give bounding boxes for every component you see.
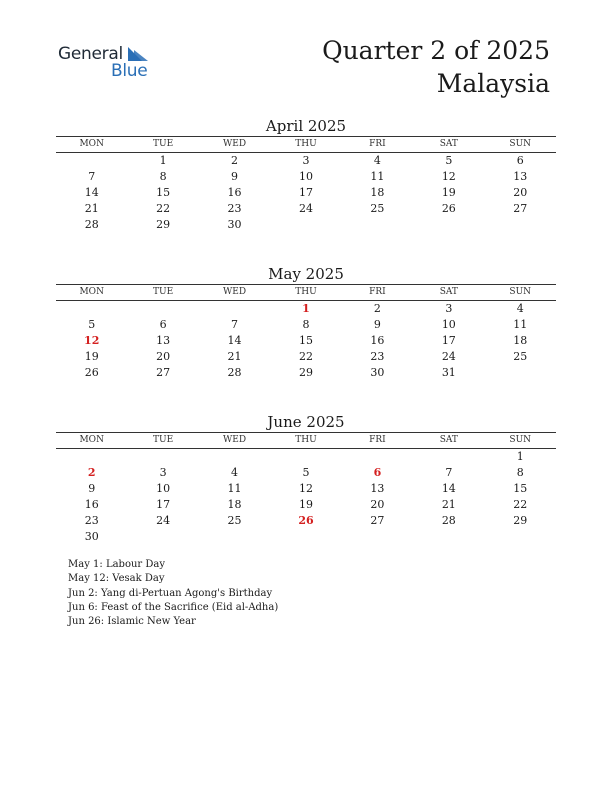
- day-cell: 26: [84, 366, 99, 379]
- weekday-label: THU: [295, 139, 317, 149]
- holiday-note: Jun 26: Islamic New Year: [68, 616, 196, 628]
- week-row: [56, 349, 556, 365]
- month-calendar: [56, 412, 556, 545]
- month-title: April 2025: [265, 117, 347, 135]
- day-cell: 28: [441, 514, 456, 527]
- day-cell: 30: [84, 530, 99, 543]
- day-cell: 14: [441, 482, 456, 495]
- day-cell: 7: [88, 170, 96, 183]
- week-row: [56, 185, 556, 201]
- weekday-label: SAT: [439, 435, 458, 445]
- day-cell: 5: [445, 154, 453, 167]
- day-cell: [270, 217, 341, 233]
- day-cell: [485, 217, 556, 233]
- weekday-label: TUE: [153, 139, 174, 149]
- day-cell: 23: [370, 350, 385, 363]
- day-cell: [199, 449, 270, 465]
- day-cell: 26: [441, 202, 456, 215]
- day-cell: 25: [370, 202, 385, 215]
- holiday-note: Jun 6: Feast of the Sacrifice (Eid al-Adha): [68, 601, 279, 613]
- day-cell: 2: [231, 154, 239, 167]
- day-cell: 20: [156, 350, 171, 363]
- week-row: [56, 153, 556, 169]
- day-cell: 15: [156, 186, 171, 199]
- day-cell: 10: [298, 170, 313, 183]
- weekday-label: SAT: [439, 139, 458, 149]
- month-calendar: [56, 116, 556, 233]
- holiday-notes: [68, 558, 278, 629]
- weekday-label: SUN: [509, 287, 532, 297]
- day-cell: [56, 301, 127, 317]
- weekday-label: WED: [223, 435, 247, 445]
- day-cell: 12: [298, 482, 313, 495]
- day-cell: [270, 449, 341, 465]
- week-row: [56, 449, 556, 465]
- day-cell: 9: [373, 318, 381, 331]
- day-cell: 1: [159, 154, 167, 167]
- day-cell: 24: [441, 350, 456, 363]
- day-cell: 6: [159, 318, 167, 331]
- day-cell: 28: [84, 218, 99, 231]
- holiday-day-cell: 12: [84, 334, 100, 347]
- logo-word-general: General: [58, 44, 123, 64]
- day-cell: 18: [227, 498, 242, 511]
- day-cell: 9: [88, 482, 96, 495]
- day-cell: 29: [298, 366, 313, 379]
- day-cell: 17: [441, 334, 456, 347]
- day-cell: 12: [441, 170, 456, 183]
- day-cell: [342, 449, 413, 465]
- day-cell: 27: [156, 366, 171, 379]
- day-cell: 25: [227, 514, 242, 527]
- weekday-label: FRI: [369, 287, 386, 297]
- day-cell: 28: [227, 366, 242, 379]
- weekday-label: THU: [295, 435, 317, 445]
- day-cell: [270, 529, 341, 545]
- day-cell: [413, 217, 484, 233]
- week-row: [56, 333, 556, 349]
- week-row: [56, 201, 556, 217]
- day-cell: 21: [227, 350, 242, 363]
- week-row: [56, 301, 556, 317]
- holiday-note: May 12: Vesak Day: [68, 573, 165, 585]
- weekday-label: THU: [295, 287, 317, 297]
- day-cell: 21: [441, 498, 456, 511]
- weekday-header-row: [56, 284, 556, 301]
- day-cell: 21: [84, 202, 99, 215]
- day-cell: [56, 153, 127, 169]
- weekday-label: MON: [79, 287, 104, 297]
- day-cell: 13: [513, 170, 528, 183]
- weekday-label: FRI: [369, 435, 386, 445]
- day-cell: 4: [373, 154, 381, 167]
- day-cell: 22: [156, 202, 171, 215]
- day-cell: 22: [513, 498, 528, 511]
- day-cell: 30: [227, 218, 242, 231]
- weekday-label: TUE: [153, 287, 174, 297]
- week-row: [56, 529, 556, 545]
- day-cell: 3: [445, 302, 453, 315]
- day-cell: 7: [231, 318, 239, 331]
- weekday-label: SUN: [509, 435, 532, 445]
- day-cell: 8: [516, 466, 524, 479]
- day-cell: [413, 529, 484, 545]
- day-cell: 29: [156, 218, 171, 231]
- weekday-label: WED: [223, 139, 247, 149]
- day-cell: [485, 365, 556, 381]
- day-cell: 13: [156, 334, 171, 347]
- week-row: [56, 317, 556, 333]
- logo-word-blue: Blue: [111, 61, 148, 81]
- day-cell: 6: [516, 154, 524, 167]
- logo-triangle-icon: [128, 47, 148, 61]
- month-title: June 2025: [267, 413, 345, 431]
- day-cell: 16: [227, 186, 242, 199]
- week-row: [56, 217, 556, 233]
- day-cell: 8: [302, 318, 310, 331]
- weekday-label: MON: [79, 435, 104, 445]
- day-cell: 27: [370, 514, 385, 527]
- day-cell: 16: [84, 498, 99, 511]
- day-cell: 24: [156, 514, 171, 527]
- day-cell: [56, 449, 127, 465]
- day-cell: [127, 449, 198, 465]
- day-cell: 9: [231, 170, 239, 183]
- day-cell: 16: [370, 334, 385, 347]
- day-cell: 18: [513, 334, 528, 347]
- day-cell: [485, 529, 556, 545]
- day-cell: 14: [227, 334, 242, 347]
- day-cell: 11: [227, 482, 242, 495]
- week-row: [56, 365, 556, 381]
- weekday-label: SAT: [439, 287, 458, 297]
- day-cell: 17: [156, 498, 171, 511]
- day-cell: 2: [373, 302, 381, 315]
- holiday-day-cell: 2: [87, 466, 96, 479]
- day-cell: 24: [298, 202, 313, 215]
- day-cell: [342, 217, 413, 233]
- day-cell: 10: [441, 318, 456, 331]
- day-cell: 17: [298, 186, 313, 199]
- page-title: Quarter 2 of 2025: [322, 36, 550, 65]
- country-name: Malaysia: [436, 69, 550, 98]
- day-cell: 3: [302, 154, 310, 167]
- day-cell: [413, 449, 484, 465]
- week-row: [56, 465, 556, 481]
- day-cell: 11: [370, 170, 385, 183]
- day-cell: 25: [513, 350, 528, 363]
- day-cell: 19: [298, 498, 313, 511]
- day-cell: [199, 529, 270, 545]
- day-cell: [199, 301, 270, 317]
- day-cell: 4: [231, 466, 239, 479]
- week-row: [56, 481, 556, 497]
- day-cell: 27: [513, 202, 528, 215]
- day-cell: 23: [84, 514, 99, 527]
- month-calendar: [56, 264, 556, 381]
- day-cell: 31: [441, 366, 456, 379]
- day-cell: 13: [370, 482, 385, 495]
- day-cell: 18: [370, 186, 385, 199]
- week-row: [56, 497, 556, 513]
- day-cell: 15: [298, 334, 313, 347]
- day-cell: 1: [516, 450, 524, 463]
- day-cell: [127, 529, 198, 545]
- weekday-header-row: [56, 432, 556, 449]
- day-cell: 7: [445, 466, 453, 479]
- day-cell: 22: [298, 350, 313, 363]
- weekday-label: MON: [79, 139, 104, 149]
- holiday-note: Jun 2: Yang di-Pertuan Agong's Birthday: [68, 587, 273, 599]
- weekday-header-row: [56, 136, 556, 153]
- day-cell: 15: [513, 482, 528, 495]
- day-cell: 5: [88, 318, 96, 331]
- holiday-day-cell: 6: [373, 466, 382, 479]
- day-cell: 19: [84, 350, 99, 363]
- holiday-note: May 1: Labour Day: [68, 559, 165, 570]
- day-cell: 20: [370, 498, 385, 511]
- day-cell: 4: [516, 302, 524, 315]
- month-title: May 2025: [268, 265, 344, 283]
- week-row: [56, 169, 556, 185]
- day-cell: 11: [513, 318, 528, 331]
- weekday-label: WED: [223, 287, 247, 297]
- day-cell: 8: [159, 170, 167, 183]
- weekday-label: FRI: [369, 139, 386, 149]
- weekday-label: TUE: [153, 435, 174, 445]
- day-cell: 14: [84, 186, 99, 199]
- day-cell: 30: [370, 366, 385, 379]
- day-cell: 5: [302, 466, 310, 479]
- day-cell: 20: [513, 186, 528, 199]
- generalblue-logo: [58, 44, 158, 84]
- day-cell: [127, 301, 198, 317]
- day-cell: 3: [159, 466, 167, 479]
- week-row: [56, 513, 556, 529]
- day-cell: 10: [156, 482, 171, 495]
- holiday-day-cell: 26: [298, 514, 314, 527]
- day-cell: 23: [227, 202, 242, 215]
- day-cell: [342, 529, 413, 545]
- weekday-label: SUN: [509, 139, 532, 149]
- day-cell: 29: [513, 514, 528, 527]
- day-cell: 19: [441, 186, 456, 199]
- holiday-day-cell: 1: [302, 302, 310, 315]
